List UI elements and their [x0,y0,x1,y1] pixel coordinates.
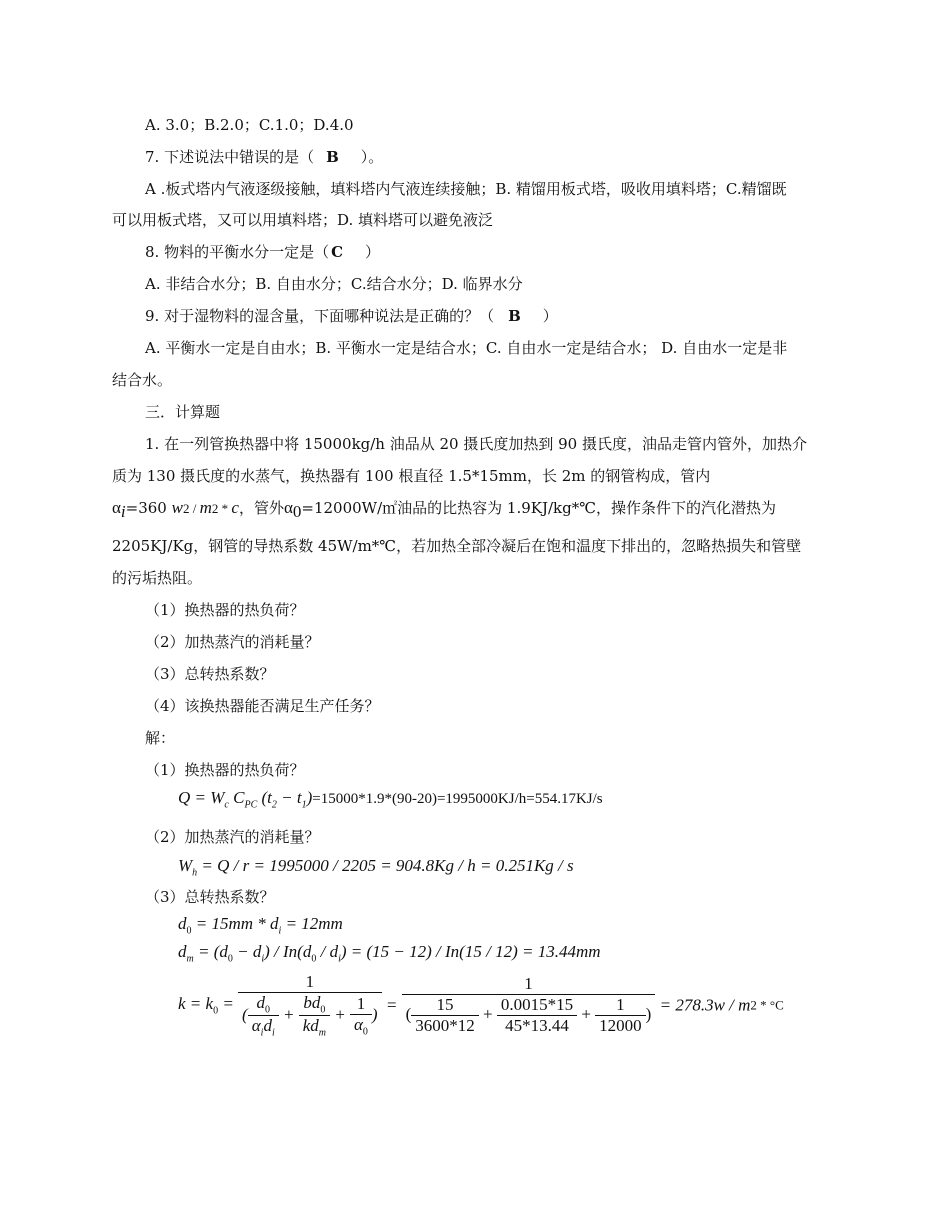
answer-heading-3: （3）总转热系数？ [145,888,275,906]
options-7-line2: 可以用板式塔，又可以用填料塔；D. 填料塔可以避免液泛 [112,211,494,229]
problem-text-line4: 2205KJ/Kg，钢管的导热系数 45W/m*℃，若加热全部冷凝后在饱和温度下排出的，忽略热损失和管壁 [112,537,802,555]
subquestion-3: （3）总转热系数？ [145,665,275,683]
answer-7: B [326,148,339,166]
equation-diameters: $d_0 = 15mm * d_i = 12mm$ [178,914,343,937]
option-line-q6: A. 3.0；B.2.0；C.1.0；D.4.0 [145,116,354,134]
question-9: 9. 对于湿物料的湿含量，下面哪种说法是正确的？（ B ） [145,307,558,325]
problem-text-line2: 质为 130 摄氏度的水蒸气，换热器有 100 根直径 1.5*15mm，长 2m 的钢管构成，管内 [112,467,711,485]
options-7-line1: A .板式塔内气液逐级接触，填料塔内气液连续接触；B. 精馏用板式塔，吸收用填料塔；C.精馏既 [145,180,787,198]
equation-log-mean: $d_m = (d_0 - d_i) / In(d_0 / d_i) = (15 - 12) / In(15 / 12) = 13.44mm$ [178,942,601,965]
question-8: 8. 物料的平衡水分一定是（ C ） [145,243,381,261]
equation-steam: $W_h = Q / r = 1995000 / 2205 = 904.8Kg / h = 0.251Kg / s$ [178,856,574,879]
alpha-symbol: α [112,498,121,517]
answer-heading-2: （2）加热蒸汽的消耗量？ [145,828,320,846]
answer-heading-1: （1）换热器的热负荷？ [145,761,305,779]
options-9-line1: A. 平衡水一定是自由水；B. 平衡水一定是结合水；C. 自由水一定是结合水； D. 自由水一定是非 [145,339,788,357]
problem-text-line1: 1. 在一列管换热器中将 15000kg/h 油品从 20 摄氏度加热到 90 摄氏度，油品走管内管外，加热介 [145,435,807,453]
options-9-line2: 结合水。 [112,371,173,389]
equation-heat-load: $Q = W_c$ $C_{PC}$ $(t_2 - t_1)=15000*1.9*(90-20)=1995000KJ/h=554.17KJ/s$ [178,788,603,811]
subquestion-2: （2）加热蒸汽的消耗量？ [145,633,320,651]
alpha-symbol-0: α [283,498,293,517]
answer-9: B [508,307,521,325]
question-7: 7. 下述说法中错误的是（ B ）。 [145,148,384,166]
problem-text-line3: $\alpha_i=360$ w2 / m2 * c，管外$\alpha_0=12000W/㎡$油品的比热容为 1.9KJ/kg*℃，操作条件下的汽化潜热为 [112,498,777,521]
options-8: A. 非结合水分；B. 自由水分；C.结合水分；D. 临界水分 [145,275,523,293]
subquestion-1: （1）换热器的热负荷？ [145,601,305,619]
equation-overall-coefficient: $k = k_0$ = 1 ( $\frac{d_0}{\alpha_id_i}$ + $\frac{bd_0}{kd_m}$ + $\frac{1}{\alpha_0}$ ) = 1 ( $\frac{15}{3600*12}$ + $\frac{0.0015*15}{45*13.44}$ + $\frac{1}{12000}$ ) = 278.3w / m2 * °C [178,972,784,1039]
problem-text-line5: 的污垢热阻。 [112,569,203,587]
section-heading: 三．计算题 [145,403,221,421]
subquestion-4: （4）该换热器能否满足生产任务？ [145,697,380,715]
alpha-sub-i: i [120,502,126,521]
answer-8: C [331,243,344,261]
solution-label: 解： [145,729,176,747]
